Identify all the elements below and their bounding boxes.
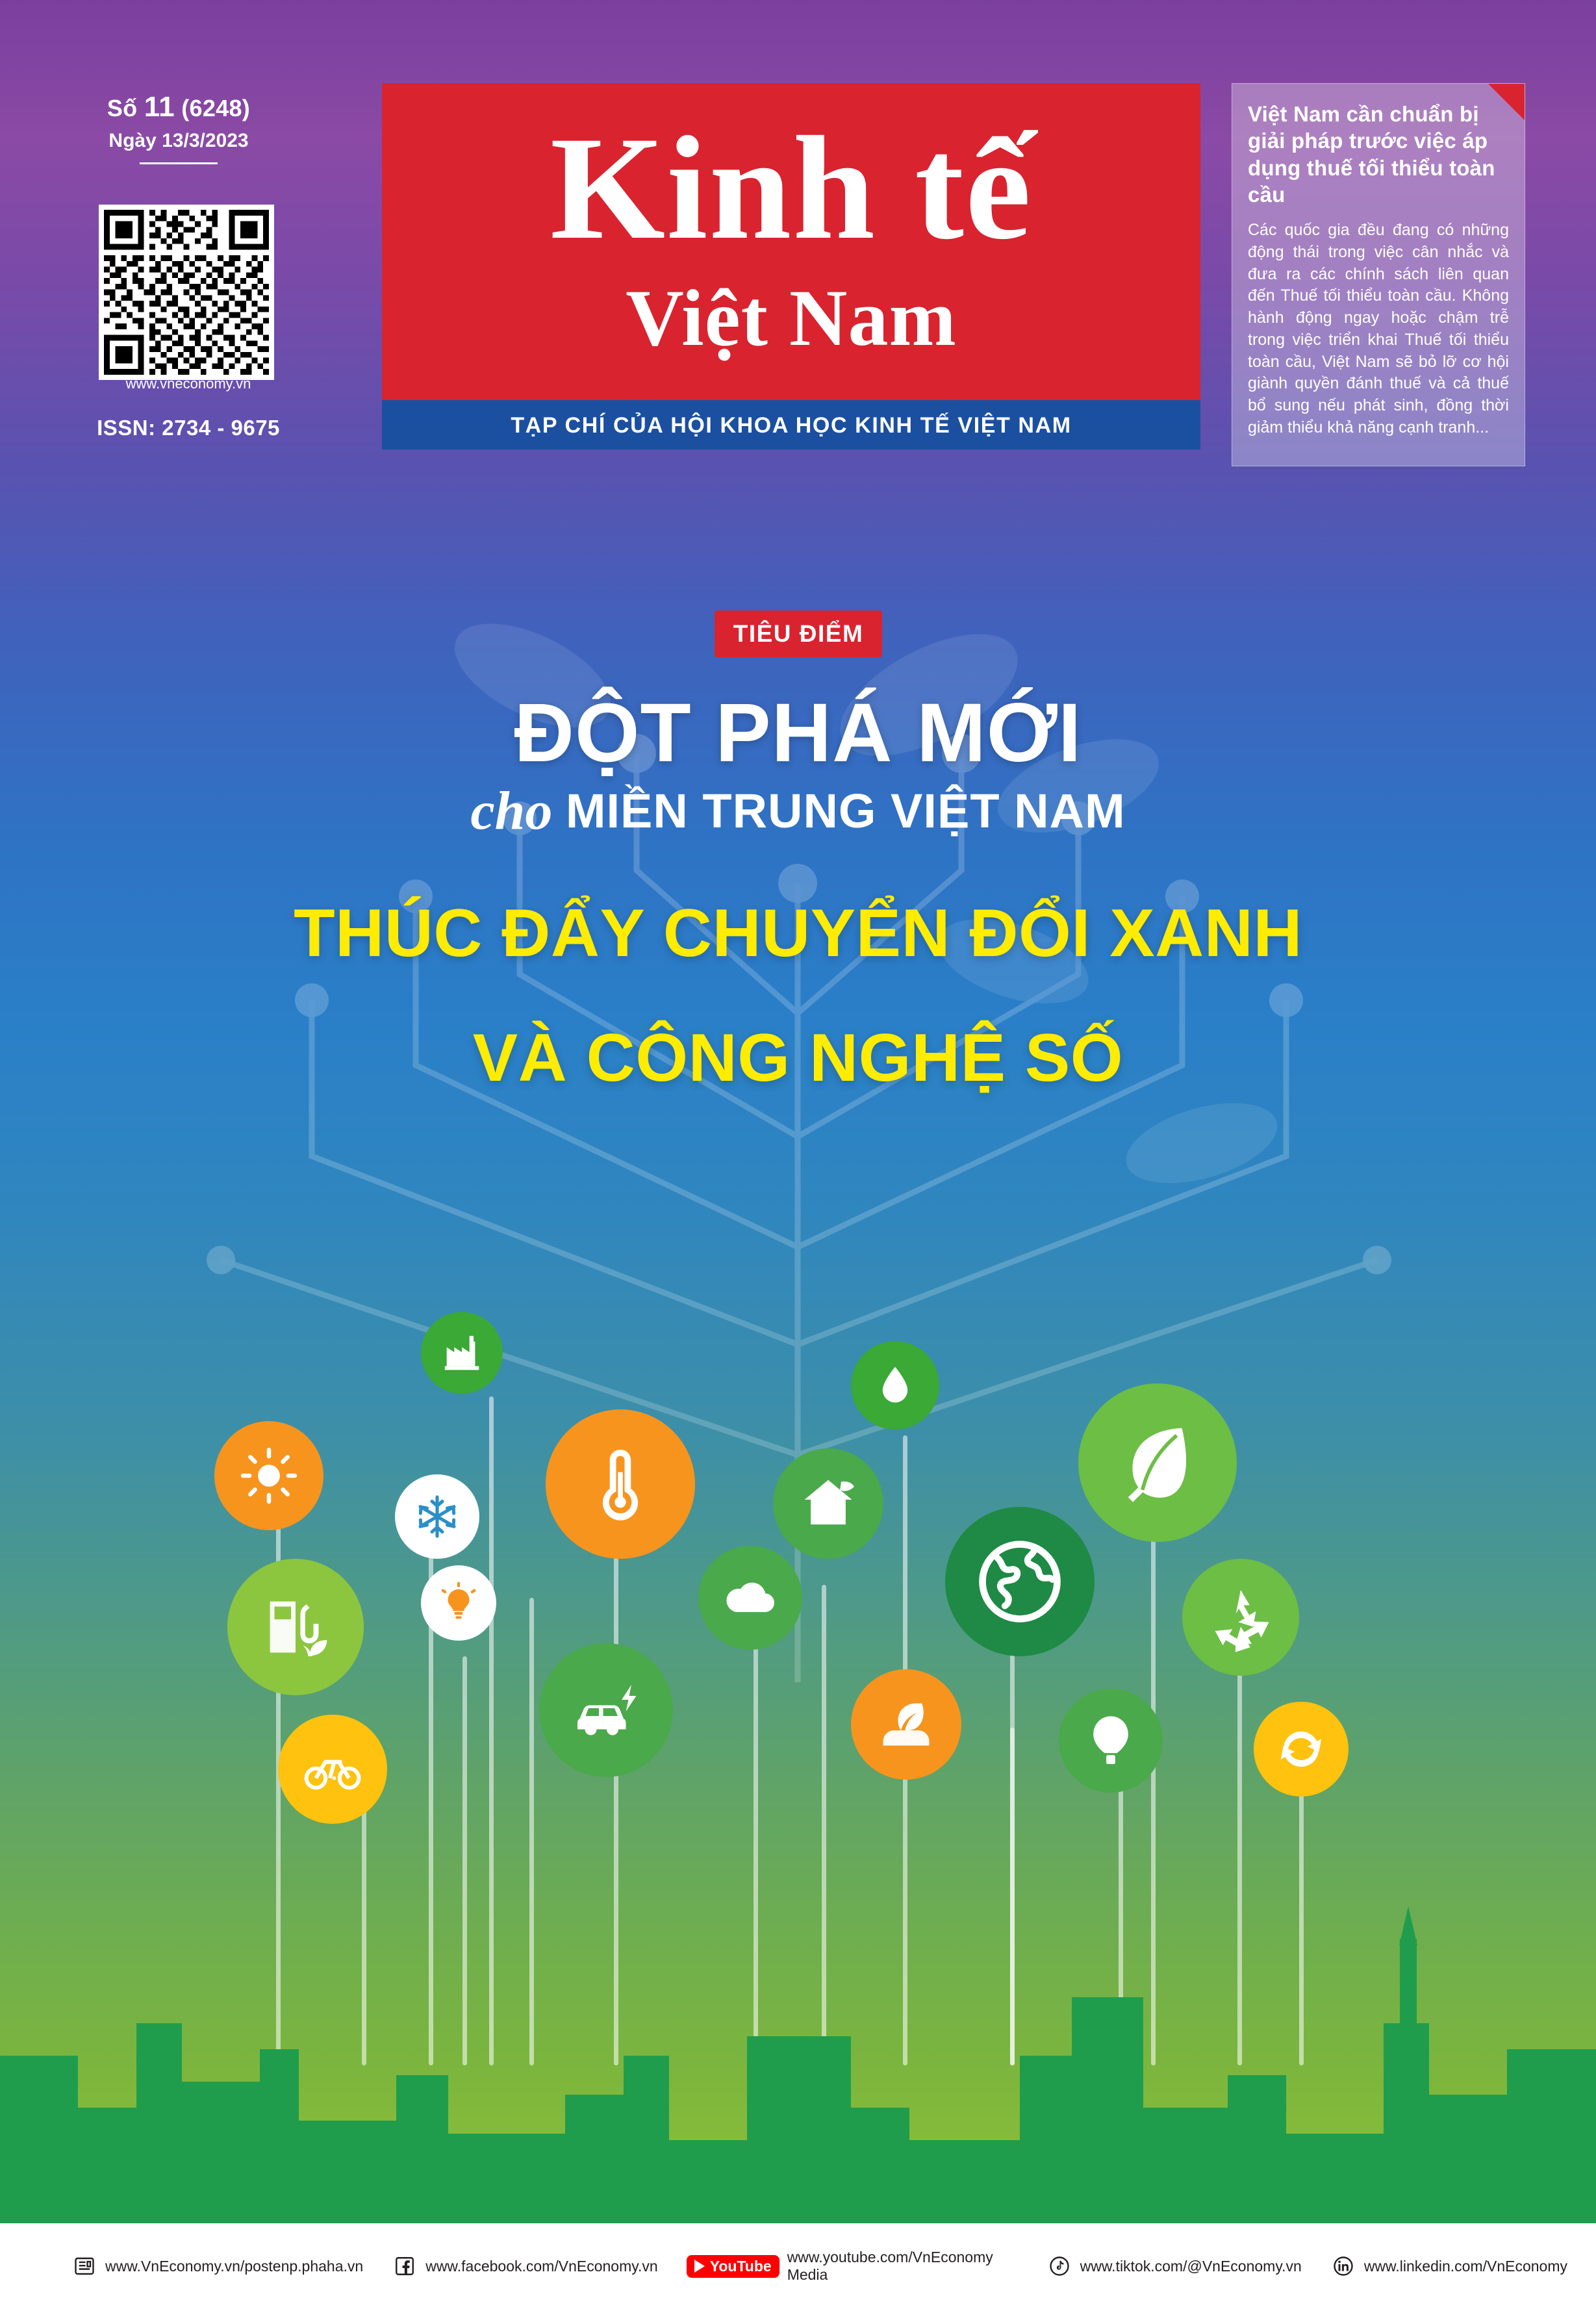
- electric-car-icon[interactable]: [539, 1643, 673, 1777]
- issue-divider: [140, 162, 218, 164]
- issue-number-line: [71, 91, 286, 123]
- sun-icon[interactable]: [214, 1421, 323, 1530]
- teaser-body: Các quốc gia đều đang có những động thái trong việc cân nhắc và đưa ra các chính sách liên quan đến Thuế tối thiểu toàn cầu. Không hành động ngay hoặc chậm trễ trong việc triển khai Thuế tối thiểu toàn cầu, Việt Nam sẽ bỏ lỡ cơ hội giành quyền đánh thuế và cả thuế bổ sung nếu phát sinh, đồng thời giảm thiểu khả năng cạnh tranh...: [1248, 221, 1509, 436]
- factory-glyph: [439, 1330, 485, 1376]
- masthead-logo-box: [382, 83, 1200, 400]
- masthead-title-bottom: Việt Nam: [626, 273, 957, 362]
- footer-links: [0, 2223, 1596, 2309]
- youtube-play-glyph: [694, 2260, 705, 2273]
- footer-link-linkedin[interactable]: [1330, 2253, 1567, 2279]
- footer-link-youtube[interactable]: [687, 2249, 1018, 2284]
- globe-icon[interactable]: [945, 1507, 1095, 1656]
- cover-title-line1: ĐỘT PHÁ MỚI: [514, 687, 1082, 779]
- youtube-label: YouTube: [709, 2257, 772, 2275]
- issue-code: (6248): [181, 95, 251, 121]
- focus-badge: TIÊU ĐIỂM: [715, 611, 882, 657]
- footer-link-text: www.tiktok.com/@VnEconomy.vn: [1080, 2257, 1302, 2275]
- cover-title-line4: VÀ CÔNG NGHỆ SỐ: [472, 1020, 1124, 1096]
- issue-number: 11: [144, 91, 175, 123]
- masthead-strapline-bar: [382, 400, 1200, 449]
- footer-link-text: www.VnEconomy.vn/postenp.phaha.vn: [105, 2257, 364, 2275]
- youtube-icon: [687, 2255, 779, 2278]
- issn-text: ISSN: 2734 - 9675: [97, 416, 280, 440]
- snowflake-glyph: [412, 1492, 462, 1541]
- city-skyline: [0, 1861, 1596, 2225]
- qr-code[interactable]: [99, 205, 274, 380]
- leaf-hand-icon[interactable]: [851, 1669, 961, 1780]
- masthead-title-top: Kinh tế: [550, 107, 1033, 270]
- globe-glyph: [971, 1533, 1069, 1630]
- leaf-hand-glyph: [874, 1692, 939, 1757]
- fuel-leaf-glyph: [257, 1589, 334, 1665]
- issue-info: [71, 91, 286, 164]
- issue-date: Ngày 13/3/2023: [108, 130, 249, 151]
- tiktok-icon: [1046, 2253, 1072, 2279]
- thermometer-icon[interactable]: [546, 1409, 695, 1559]
- issue-label: Số: [107, 95, 138, 121]
- lightbulb-glyph: [437, 1582, 480, 1624]
- water-drop-glyph: [872, 1362, 918, 1409]
- cover-title-line3: THÚC ĐẨY CHUYỂN ĐỔI XANH: [294, 896, 1302, 971]
- news-icon: [71, 2253, 97, 2279]
- factory-icon[interactable]: [421, 1312, 503, 1394]
- footer-link-facebook[interactable]: [392, 2253, 658, 2279]
- eco-house-glyph: [794, 1470, 862, 1537]
- footer-link-text: www.youtube.com/VnEconomy Media: [787, 2249, 993, 2283]
- facebook-icon: [392, 2253, 418, 2279]
- sun-glyph: [239, 1446, 299, 1506]
- masthead-strapline: TẠP CHÍ CỦA HỘI KHOA HỌC KINH TẾ VIỆT NAM: [511, 413, 1072, 438]
- electric-car-glyph: [567, 1671, 645, 1749]
- lightbulb-icon[interactable]: [421, 1565, 496, 1641]
- bicycle-glyph: [301, 1738, 364, 1800]
- footer-link-news[interactable]: [71, 2253, 363, 2279]
- linkedin-icon: [1330, 2253, 1356, 2279]
- cover-title-line2-wrap: [0, 779, 1596, 842]
- teaser-box[interactable]: [1232, 83, 1525, 466]
- fuel-leaf-icon[interactable]: [227, 1559, 364, 1695]
- cloud-glyph: [719, 1567, 781, 1629]
- eco-house-icon[interactable]: [773, 1448, 883, 1559]
- footer-link-tiktok[interactable]: [1046, 2253, 1302, 2279]
- snowflake-icon[interactable]: [395, 1474, 479, 1559]
- masthead: [382, 83, 1200, 449]
- qr-code-image: [104, 210, 269, 375]
- refresh-icon[interactable]: [1254, 1702, 1349, 1797]
- recycle-glyph: [1205, 1582, 1276, 1653]
- recycle-icon[interactable]: [1182, 1559, 1299, 1676]
- hot-air-balloon-glyph: [1081, 1711, 1141, 1771]
- thermometer-glyph: [578, 1442, 663, 1526]
- leaf-icon[interactable]: [1078, 1383, 1237, 1542]
- water-drop-icon[interactable]: [851, 1341, 939, 1430]
- hot-air-balloon-icon[interactable]: [1059, 1689, 1163, 1793]
- refresh-glyph: [1273, 1721, 1329, 1777]
- leaf-glyph: [1113, 1419, 1202, 1507]
- bicycle-icon[interactable]: [278, 1715, 387, 1824]
- cover-header: [0, 0, 1596, 494]
- footer-link-text: www.linkedin.com/VnEconomy: [1363, 2257, 1567, 2275]
- footer-link-text: www.facebook.com/VnEconomy.vn: [425, 2257, 658, 2275]
- cover-title-script-word: cho: [470, 781, 553, 841]
- qr-caption: www.vneconomy.vn: [125, 375, 251, 392]
- cloud-icon[interactable]: [698, 1546, 802, 1650]
- teaser-title: Việt Nam cần chuẩn bị giải pháp trước việc áp dụng thuế tối thiểu toàn cầu: [1248, 102, 1495, 207]
- cover-title-line2: MIỀN TRUNG VIỆT NAM: [565, 784, 1126, 838]
